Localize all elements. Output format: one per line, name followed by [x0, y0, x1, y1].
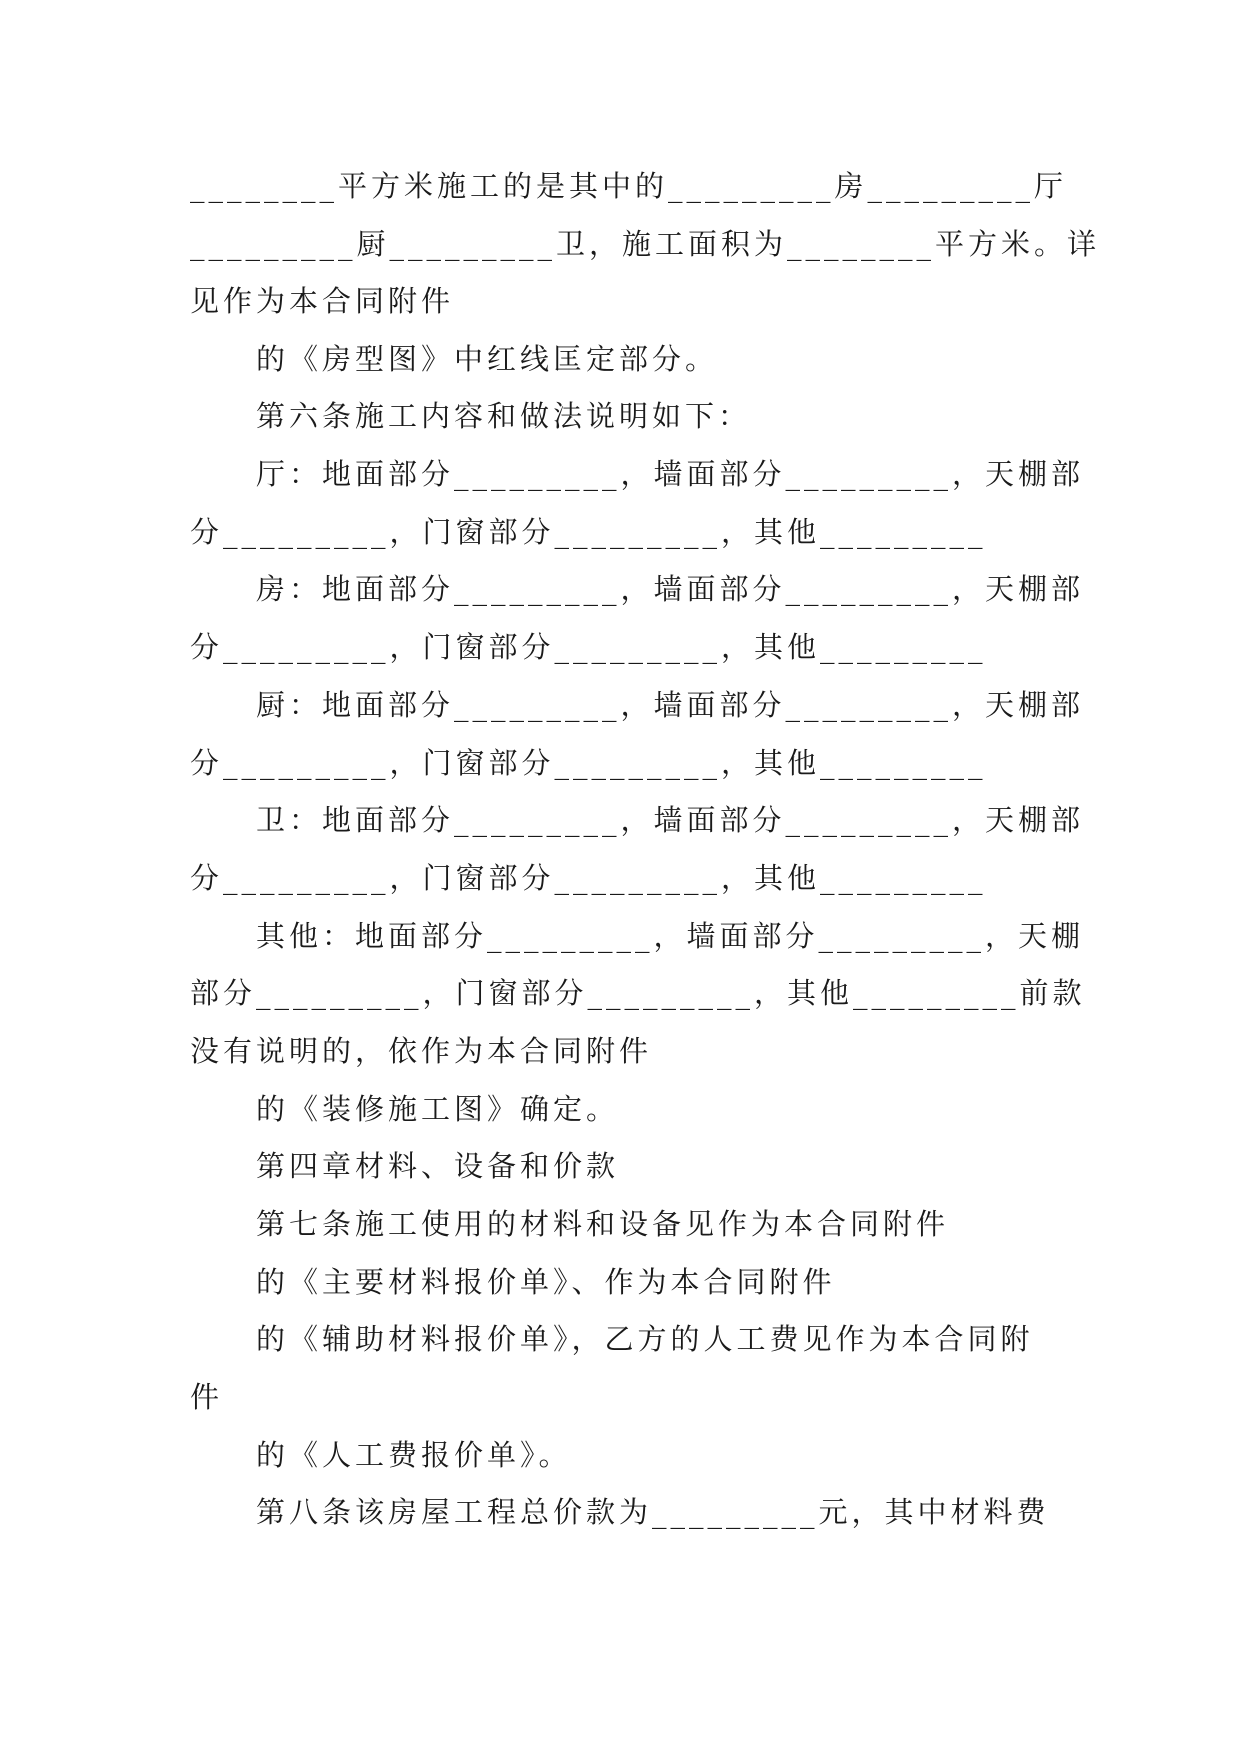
text-line: 卫：地面部分_________，墙面部分_________，天棚部	[256, 803, 1085, 837]
text-line: 房：地面部分_________，墙面部分_________，天棚部	[256, 572, 1085, 606]
chapter-heading: 第四章材料、设备和价款	[256, 1149, 620, 1183]
text-line: 厨：地面部分_________，墙面部分_________，天棚部	[256, 688, 1085, 722]
text-line: 的《房型图》中红线匡定部分。	[256, 342, 719, 376]
text-line: 的《主要材料报价单》、作为本合同附件	[256, 1265, 836, 1299]
text-line: 没有说明的，依作为本合同附件	[190, 1034, 653, 1068]
text-line: ________平方米施工的是其中的_________房_________厅	[190, 169, 1068, 203]
section-heading: 第七条施工使用的材料和设备见作为本合同附件	[256, 1207, 950, 1241]
text-line: 厅：地面部分_________，墙面部分_________，天棚部	[256, 457, 1085, 491]
text-line: 分_________，门窗部分_________，其他_________	[190, 861, 987, 895]
text-line: 的《辅助材料报价单》，乙方的人工费见作为本合同附	[256, 1322, 1034, 1356]
text-line: 部分_________，门窗部分_________，其他_________前款	[190, 976, 1086, 1010]
text-line: 分_________，门窗部分_________，其他_________	[190, 630, 987, 664]
text-line: _________厨_________卫，施工面积为________平方米。详	[190, 227, 1101, 261]
text-line: 件	[190, 1380, 224, 1414]
section-heading: 第六条施工内容和做法说明如下：	[256, 399, 752, 433]
text-line: 其他：地面部分_________，墙面部分_________，天棚	[256, 919, 1085, 953]
section-heading: 第八条该房屋工程总价款为_________元，其中材料费	[256, 1495, 1050, 1529]
text-line: 分_________，门窗部分_________，其他_________	[190, 746, 987, 780]
text-line: 见作为本合同附件	[190, 284, 455, 318]
text-line: 分_________，门窗部分_________，其他_________	[190, 515, 987, 549]
text-line: 的《人工费报价单》。	[256, 1438, 572, 1472]
text-line: 的《装修施工图》确定。	[256, 1092, 620, 1126]
